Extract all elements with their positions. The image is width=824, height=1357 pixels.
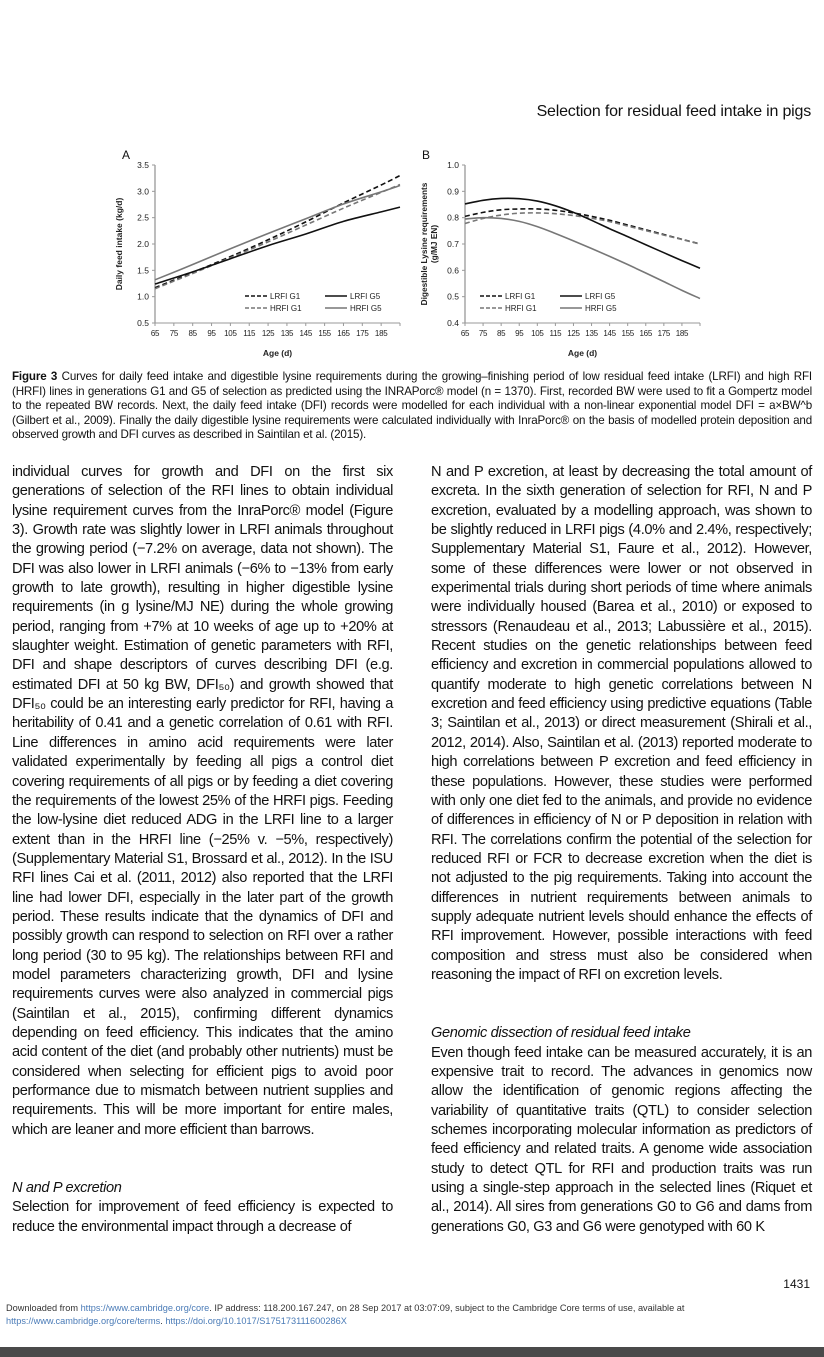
x-tick-label: 75 — [169, 329, 179, 338]
series-line-hrfi-g5 — [465, 218, 700, 299]
series-line-lrfi-g1 — [155, 176, 400, 288]
x-axis-label: Age (d) — [262, 348, 293, 358]
paragraph: N and P excretion, at least by decreasing the total amount of excreta. In the sixth generation of selection for RFI, N and P excretion, evaluated by a modelling approach, was shown to be slightly reduced in LRFI pigs (4.0% and 2.4%, respectively; Supplementary Material S1, Faure et al., 2012). However, some of these differences were lower or not observed in experimental trials during short periods of time where animals were individually housed (Barea et al., 2010) or exposed to stressors (Renaudeau et al., 2013; Labussière et al., 2015). Recent studies on the genetic relationships between feed efficiency and excretion in commercial populations allowed to quantify moderate to high genetic correlations between N excretion and feed efficiency using predictive equations (Table 3; Saintilan et al., 2013) or direct measurement (Shirali et al., 2012, 2014). Also, Saintilan et al. (2013) reported moderate to high correlations between P excretion and feed efficiency in these populations. However, these studies were performed with only one diet fed to the animals, and provide no evidence of differences in efficiency of N or P deposition in relation with RFI. The correlations confirm the potential of the selection for reduced RFI or FCR to decrease excretion when the diet is not adjusted to the pig requirements. Taking into account the differences in nutrient requirements between animals to supply adequate nutrient levels should enhance the effects of RFI improvement. However, possible interactions with feed composition and stress must also be considered when reasoning the impact of RFI on excretion levels. — [431, 464, 812, 983]
legend-label: LRFI G5 — [585, 292, 616, 301]
x-tick-label: 135 — [280, 329, 294, 338]
x-tick-label: 95 — [207, 329, 216, 338]
x-tick-label: 105 — [224, 329, 237, 338]
series-line-lrfi-g5 — [155, 207, 400, 284]
x-tick-label: 125 — [261, 329, 275, 338]
series-line-hrfi-g1 — [465, 213, 700, 244]
x-tick-label: 175 — [657, 329, 671, 338]
x-tick-label: 175 — [356, 329, 369, 338]
x-tick-label: 125 — [567, 329, 580, 338]
y-tick-label: 3.0 — [137, 186, 149, 197]
series-line-lrfi-g5 — [465, 198, 700, 268]
y-axis-label: Daily feed intake (kg/d) — [114, 197, 124, 291]
x-tick-label: 165 — [337, 329, 350, 338]
panel-label: A — [122, 148, 131, 162]
y-tick-label: 0.8 — [447, 212, 459, 223]
y-tick-label: 2.0 — [137, 239, 149, 249]
page-number: 1431 — [783, 1277, 810, 1291]
x-tick-label: 155 — [318, 329, 331, 338]
x-tick-label: 185 — [675, 329, 689, 338]
y-tick-label: 1.0 — [447, 160, 459, 170]
y-tick-label: 0.5 — [137, 318, 149, 328]
figure-caption — [12, 370, 812, 443]
panel-label: B — [422, 148, 431, 162]
legend-label: LRFI G1 — [270, 292, 301, 301]
y-tick-label: 0.9 — [447, 186, 459, 197]
x-tick-label: 115 — [243, 329, 256, 338]
x-tick-label: 135 — [585, 329, 598, 338]
paragraph: Selection for improvement of feed efficiency is expected to reduce the environmental impact through a decrease of — [12, 1199, 393, 1235]
doi-link[interactable]: https://doi.org/10.1017/S175173111600286X — [165, 1316, 347, 1326]
series-line-hrfi-g1 — [155, 184, 400, 288]
x-tick-label: 105 — [531, 329, 544, 338]
figure-3 — [100, 145, 720, 365]
y-tick-label: 3.5 — [137, 160, 149, 170]
x-tick-label: 115 — [549, 329, 562, 338]
x-tick-label: 145 — [603, 329, 616, 338]
x-tick-label: 185 — [374, 329, 388, 338]
legend-label: HRFI G1 — [505, 304, 537, 313]
x-tick-label: 65 — [460, 329, 470, 338]
x-axis-label: Age (d) — [567, 348, 598, 358]
x-tick-label: 155 — [621, 329, 634, 338]
core-link[interactable]: https://www.cambridge.org/core — [80, 1303, 210, 1313]
legend-label: LRFI G1 — [505, 292, 536, 301]
legend-label: LRFI G5 — [350, 292, 381, 301]
x-tick-label: 95 — [515, 329, 524, 338]
x-tick-label: 165 — [639, 329, 652, 338]
y-axis-label: Digestible Lysine requirements — [419, 182, 429, 306]
caption-label: Figure 3 — [12, 370, 58, 383]
section-heading-n-p-excretion: N and P excretion — [12, 1180, 122, 1197]
legend-label: HRFI G5 — [350, 304, 382, 313]
legend-label: HRFI G5 — [585, 304, 617, 313]
footer-text: . IP address: 118.200.167.247, on 28 Sep 2017 at 03:07:09, subject to the Cambridge Core terms of use, available at — [209, 1303, 685, 1313]
y-tick-label: 0.5 — [447, 291, 459, 302]
y-tick-label: 0.6 — [447, 265, 459, 276]
legend-label: HRFI G1 — [270, 304, 302, 313]
x-tick-label: 75 — [478, 329, 488, 338]
y-tick-label: 0.7 — [447, 239, 459, 249]
figure-3-charts — [100, 145, 720, 365]
paragraph: Even though feed intake can be measured accurately, it is an expensive trait to record. The advances in genomics now allow the identification of genomic regions affecting the variability of quantitative traits (QTL) to consider selection schemes incorporating molecular information as predictors of feed efficiency and related traits. A genome wide association study to detect QTL for RFI and production traits was run using a single-step approach in the selected lines (Riquet et al., 2014). All sires from generations G0 to G6 and dams from generations G0, G3 and G6 were genotyped with 60 K — [431, 1044, 812, 1235]
caption-text: Curves for daily feed intake and digestible lysine requirements during the growing–finishing period of low residual feed intake (LRFI) and high RFI (HRFI) lines in generations G1 and G5 of selection as predicted using the INRAPorc® model (n = 1370). First, recorded BW were used to fit a Gompertz model to the repeated BW records. Next, the daily feed intake (DFI) records were modelled for each individual with a non-linear exponential model DFI = a×BW^b (Gilbert et al., 2009). Finally the daily digestible lysine requirements were calculated individually with InraPorc® on the basis of modelled protein deposition and observed growth and DFI curves as described in Saintilan et al. (2015). — [12, 370, 812, 442]
y-tick-label: 2.5 — [137, 212, 149, 223]
footer-sep: . — [160, 1316, 166, 1326]
y-tick-label: 1.0 — [137, 291, 149, 302]
terms-link[interactable]: https://www.cambridge.org/core/terms — [6, 1316, 161, 1326]
x-tick-label: 65 — [150, 329, 160, 338]
x-tick-label: 145 — [299, 329, 312, 338]
series-line-lrfi-g1 — [465, 209, 700, 244]
y-tick-label: 1.5 — [137, 265, 149, 276]
right-column — [431, 463, 812, 1237]
section-heading-genomic-dissection: Genomic dissection of residual feed intake — [431, 1025, 691, 1042]
x-tick-label: 85 — [188, 329, 197, 338]
left-column — [12, 463, 393, 1237]
download-footer — [6, 1302, 806, 1328]
running-title: Selection for residual feed intake in pigs — [536, 103, 811, 120]
x-tick-label: 85 — [496, 329, 506, 338]
y-tick-label: 0.4 — [447, 318, 459, 328]
viewer-bottom-bar — [0, 1347, 824, 1357]
paragraph: individual curves for growth and DFI on the first six generations of selection of the RFI lines to obtain individual lysine requirement curves from the InraPorc® model (Figure 3). Growth rate was slightly lower in LRFI animals throughout the growing period (−7.2% on average, data not shown). The DFI was also lower in LRFI animals (−6% to −13% from early growth to late growth), resulting in higher digestible lysine requirements (in g lysine/MJ NE) during the whole growing period, ranging from +7% at 10 weeks of age up to +20% at slaughter weight. Estimation of genetic parameters with RFI, DFI and shape descriptors of curves describing DFI (e.g. estimated DFI at 50 kg BW, DFI₅₀) and growth showed that DFI₅₀ could be an interesting early predictor for RFI, having a heritability of 0.41 and a genetic correlation of 0.61 with RFI. Line differences in amino acid requirements were later validated experimentally by feeding all pigs a control diet covering requirements of all pigs or by feeding a diet covering the requirements of the lowest 25% of the HRFI pigs. Feeding the low-lysine diet reduced ADG in the LRFI line to a larger extent than in the HRFI line (−25% v. −5%, respectively) (Supplementary Material S1, Brossard et al., 2012). In the ISU RFI lines Cai et al. (2011, 2012) also reported that the LRFI line had lower DFI, especially in the later part of the growth period. These results indicate that the dynamics of DFI and possibly growth can respond to selection on RFI over a rather long period (30 to 95 kg). The relationships between RFI and model parameters characterizing growth, DFI and lysine requirements curves were also analyzed in commercial pigs (Saintilan et al., 2015), confirming different dynamics depending on feed efficiency. This indicates that the amino acid content of the diet (and probably other nutrients) must be considered when selecting for efficient pigs to avoid poor performance due to mismatch between nutrient supplies and requirements. This will be more important for entire males, which are leaner and more efficient than barrows. — [12, 464, 393, 1138]
y-axis-label-units: (g/MJ EN) — [429, 224, 439, 264]
footer-text: Downloaded from — [6, 1303, 81, 1313]
